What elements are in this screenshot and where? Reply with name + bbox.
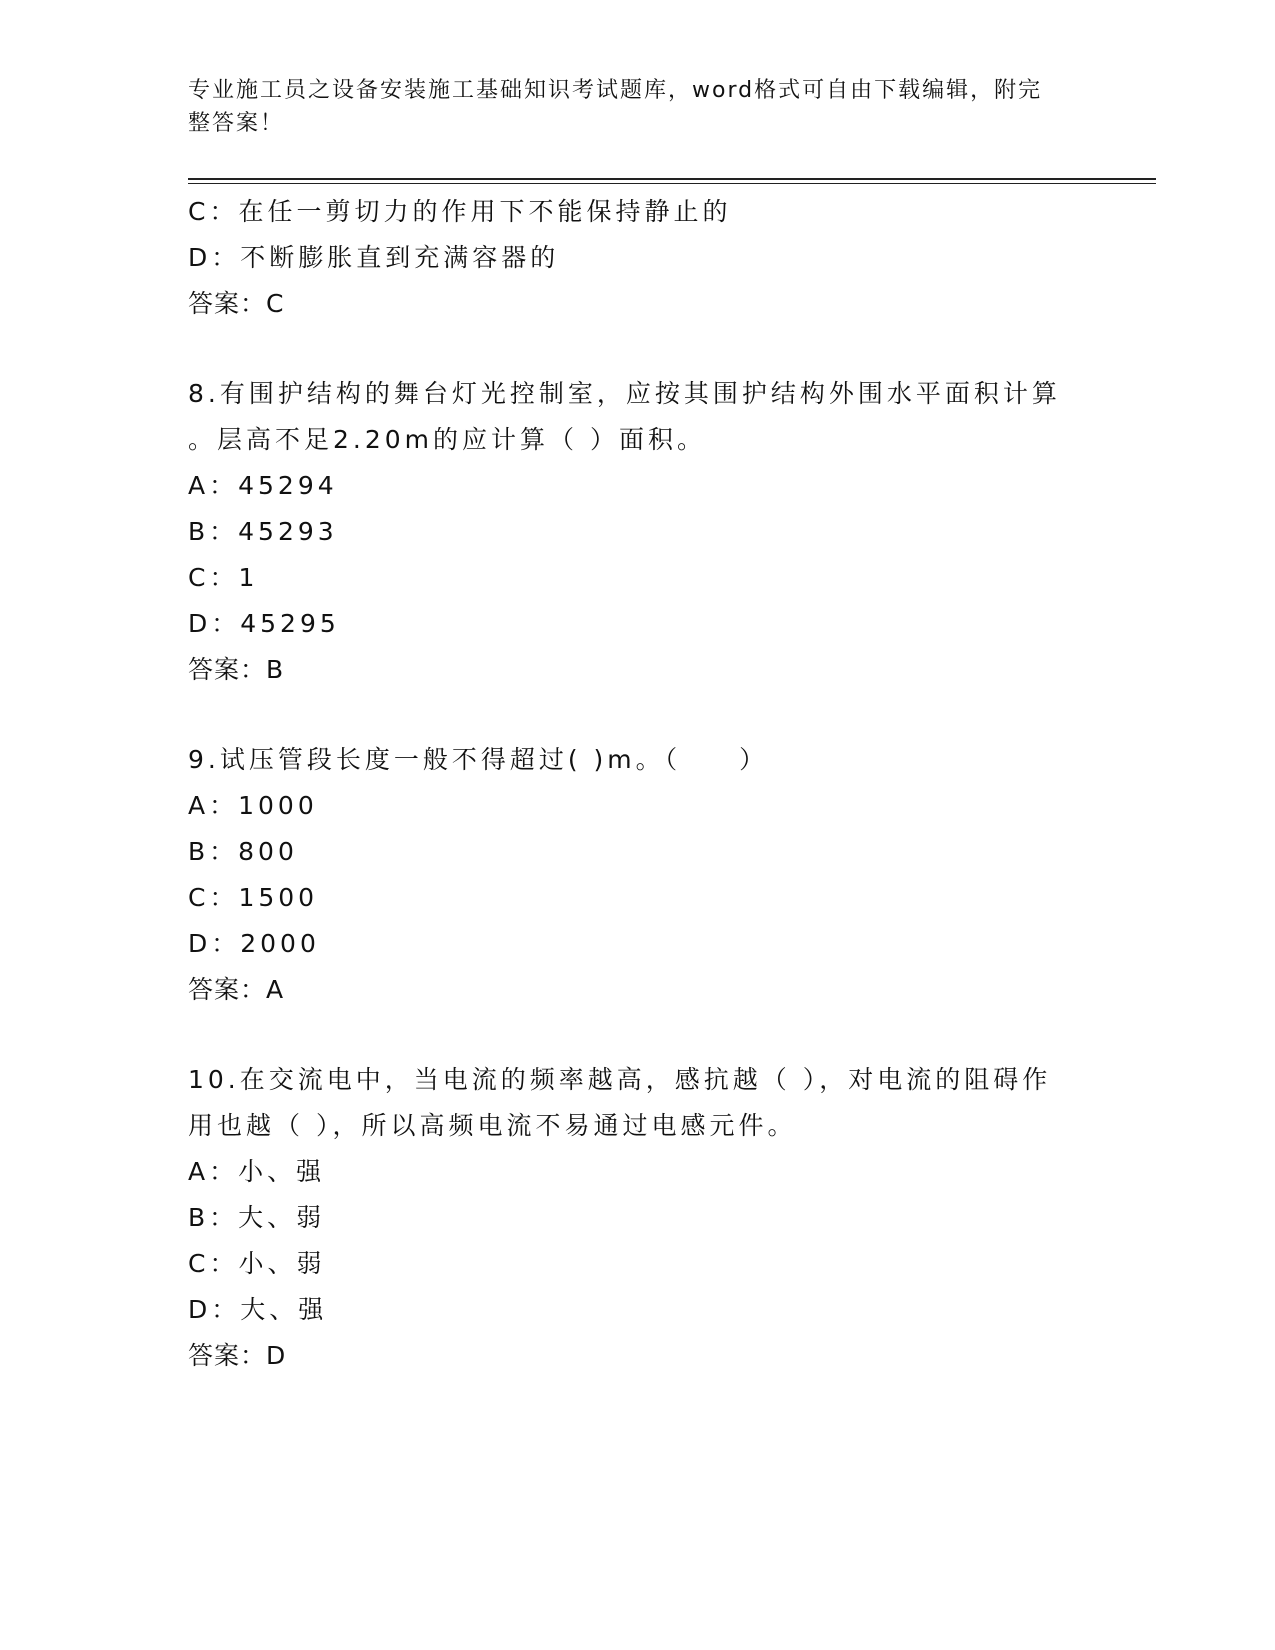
option-d: D：不断膨胀直到充满容器的 (188, 243, 560, 272)
question-9 (188, 737, 1088, 1013)
answer-line: 答案：B (188, 655, 285, 684)
option-b: B：45293 (188, 517, 338, 546)
header-divider-bottom (188, 183, 1156, 184)
option-c: C：1 (188, 563, 259, 592)
document-header (188, 74, 1068, 140)
question-stem-line-1: 8.有围护结构的舞台灯光控制室，应按其围护结构外围水平面积计算 (188, 379, 1061, 408)
header-line-2: 整答案！ (188, 111, 285, 136)
question-stem-line-1: 10.在交流电中，当电流的频率越高，感抗越（ ），对电流的阻碍作 (188, 1065, 1052, 1094)
option-b: B：800 (188, 837, 298, 866)
question-stem-line-1: 9.试压管段长度一般不得超过( )m。（ ） (188, 745, 769, 774)
option-c: C：1500 (188, 883, 319, 912)
answer-line: 答案：D (188, 1341, 287, 1370)
question-8 (188, 371, 1088, 693)
option-c: C：小、弱 (188, 1249, 326, 1278)
option-d: D：大、强 (188, 1295, 328, 1324)
answer-line: 答案：C (188, 289, 285, 318)
header-line-1: 专业施工员之设备安装施工基础知识考试题库，word格式可自由下载编辑，附完 (188, 78, 1043, 103)
option-d: D：2000 (188, 929, 320, 958)
option-a: A：小、强 (188, 1157, 326, 1186)
option-d: D：45295 (188, 609, 340, 638)
question-10 (188, 1057, 1088, 1379)
option-b: B：大、弱 (188, 1203, 326, 1232)
option-a: A：45294 (188, 471, 338, 500)
option-a: A：1000 (188, 791, 318, 820)
option-c: C：在任一剪切力的作用下不能保持静止的 (188, 197, 732, 226)
header-divider-top (188, 178, 1156, 180)
question-stem-line-2: 。层高不足2.20m的应计算（ ）面积。 (188, 425, 706, 454)
question-list (188, 189, 1088, 1379)
question-stem-line-2: 用也越（ ），所以高频电流不易通过电感元件。 (188, 1111, 797, 1140)
question-7-continued (188, 189, 1088, 327)
answer-line: 答案：A (188, 975, 285, 1004)
